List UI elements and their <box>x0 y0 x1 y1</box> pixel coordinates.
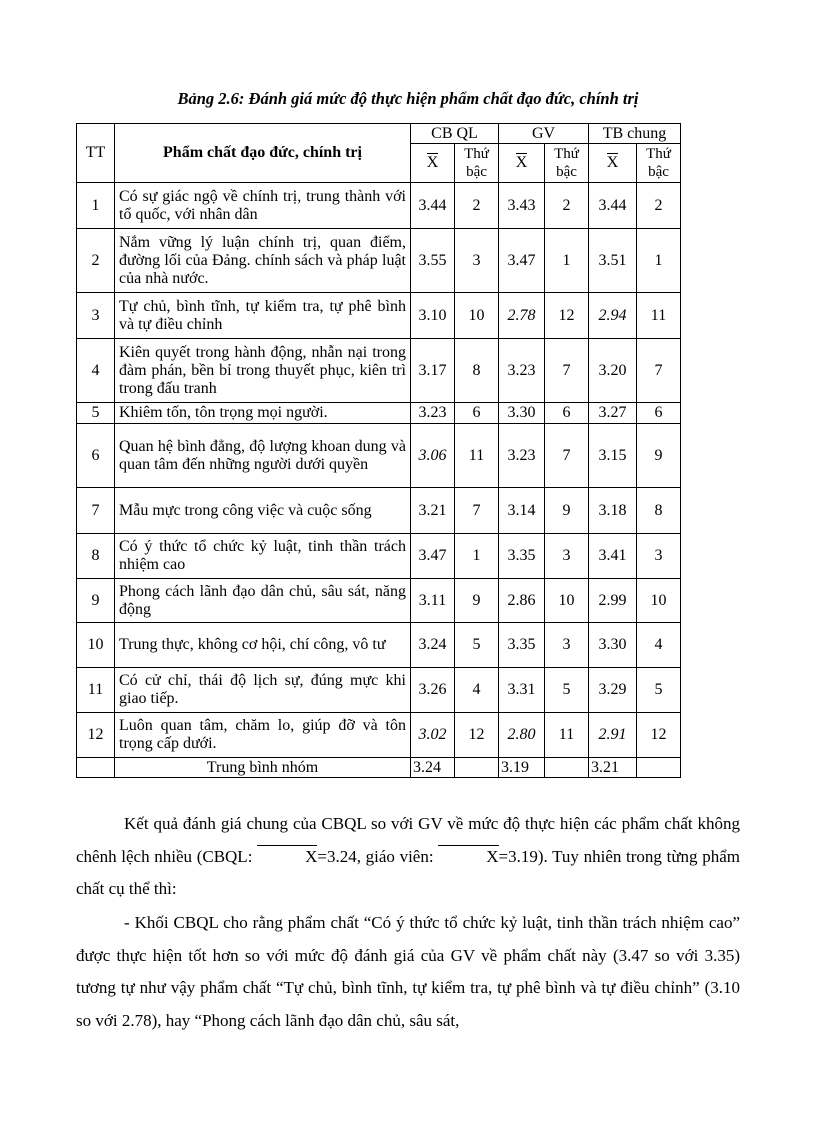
row-tt: 3 <box>77 293 115 339</box>
row-tb-rank: 6 <box>637 403 681 424</box>
summary-label: Trung bình nhóm <box>115 758 411 778</box>
row-cbql-rank: 11 <box>455 424 499 488</box>
header-quality: Phẩm chất đạo đức, chính trị <box>115 124 411 183</box>
row-gv-rank: 3 <box>545 534 589 579</box>
row-tb-rank: 3 <box>637 534 681 579</box>
row-gv-rank: 1 <box>545 229 589 293</box>
table-row <box>77 403 681 424</box>
row-cbql-rank: 1 <box>455 534 499 579</box>
row-tb-mean: 2.91 <box>589 713 637 758</box>
row-tt: 12 <box>77 713 115 758</box>
row-tt: 6 <box>77 424 115 488</box>
header-group-tb: TB chung <box>589 124 681 144</box>
row-cbql-mean: 3.44 <box>411 183 455 229</box>
row-tb-rank: 1 <box>637 229 681 293</box>
header-mean-tb: X <box>589 144 637 183</box>
row-tb-mean: 2.94 <box>589 293 637 339</box>
row-tt: 9 <box>77 579 115 623</box>
row-gv-rank: 3 <box>545 623 589 668</box>
row-tb-mean: 3.30 <box>589 623 637 668</box>
row-tb-mean: 3.15 <box>589 424 637 488</box>
row-quality: Mẫu mực trong công việc và cuộc sống <box>115 488 411 534</box>
row-gv-mean: 2.80 <box>499 713 545 758</box>
row-tt: 2 <box>77 229 115 293</box>
row-quality: Luôn quan tâm, chăm lo, giúp đỡ và tôn trọng cấp dưới. <box>115 713 411 758</box>
row-quality: Quan hệ bình đẳng, độ lượng khoan dung và quan tâm đến những người dưới quyền <box>115 424 411 488</box>
mean-symbol: X <box>438 841 498 874</box>
summary-empty-tb-rank <box>637 758 681 778</box>
row-gv-mean: 3.23 <box>499 424 545 488</box>
table-row <box>77 424 681 488</box>
table-row <box>77 183 681 229</box>
table-row <box>77 488 681 534</box>
row-gv-mean: 3.47 <box>499 229 545 293</box>
row-cbql-mean: 3.26 <box>411 668 455 713</box>
row-gv-mean: 3.23 <box>499 339 545 403</box>
row-cbql-mean: 3.10 <box>411 293 455 339</box>
table-row <box>77 293 681 339</box>
row-tb-mean: 3.20 <box>589 339 637 403</box>
header-mean-gv: X <box>499 144 545 183</box>
summary-cbql-mean: 3.24 <box>411 758 455 778</box>
table-row <box>77 339 681 403</box>
row-gv-rank: 10 <box>545 579 589 623</box>
row-tb-rank: 2 <box>637 183 681 229</box>
row-tt: 7 <box>77 488 115 534</box>
summary-empty-cbql-rank <box>455 758 499 778</box>
paragraph-detail: - Khối CBQL cho rằng phẩm chất “Có ý thức tổ chức kỷ luật, tinh thần trách nhiệm cao” được thực hiện tốt hơn so với mức độ đánh giá của GV về phẩm chất này (3.47 so với 3.35) tương tự như vậy phẩm chất “Tự chủ, bình tĩnh, tự kiểm tra, tự phê bình và tự điều chỉnh” (3.10 so với 2.78), hay “Phong cách lãnh đạo dân chủ, sâu sát, <box>76 913 740 1030</box>
summary-tb-mean: 3.21 <box>589 758 637 778</box>
row-gv-rank: 2 <box>545 183 589 229</box>
row-tb-rank: 7 <box>637 339 681 403</box>
row-cbql-rank: 12 <box>455 713 499 758</box>
table-row <box>77 579 681 623</box>
summary-row <box>77 758 681 778</box>
row-cbql-mean: 3.24 <box>411 623 455 668</box>
row-tb-mean: 3.51 <box>589 229 637 293</box>
row-tb-mean: 3.29 <box>589 668 637 713</box>
row-cbql-mean: 3.47 <box>411 534 455 579</box>
header-rank-tb: Thứ bậc <box>637 144 681 183</box>
row-gv-mean: 2.78 <box>499 293 545 339</box>
row-cbql-mean: 3.55 <box>411 229 455 293</box>
paragraph-summary: Kết quả đánh giá chung của CBQL so với GV về mức độ thực hiện các phẩm chất không chênh lệch nhiều (CBQL: X=3.24, giáo viên: X=3.19). Tuy nhiên trong từng phẩm chất cụ thể thì: <box>76 814 740 898</box>
summary-empty-tt <box>77 758 115 778</box>
row-cbql-rank: 3 <box>455 229 499 293</box>
row-tt: 4 <box>77 339 115 403</box>
table-row <box>77 713 681 758</box>
row-gv-rank: 6 <box>545 403 589 424</box>
table-row <box>77 623 681 668</box>
header-mean-cbql: X <box>411 144 455 183</box>
row-gv-rank: 7 <box>545 339 589 403</box>
header-rank-gv: Thứ bậc <box>545 144 589 183</box>
header-tt: TT <box>77 124 115 183</box>
row-gv-mean: 3.14 <box>499 488 545 534</box>
row-cbql-rank: 10 <box>455 293 499 339</box>
table-row <box>77 534 681 579</box>
row-tt: 1 <box>77 183 115 229</box>
table-caption: Bảng 2.6: Đánh giá mức độ thực hiện phẩm chất đạo đức, chính trị <box>177 89 639 108</box>
row-cbql-mean: 3.11 <box>411 579 455 623</box>
row-tt: 11 <box>77 668 115 713</box>
row-tb-rank: 10 <box>637 579 681 623</box>
row-tt: 8 <box>77 534 115 579</box>
row-quality: Kiên quyết trong hành động, nhẫn nại trong đàm phán, bền bỉ trong thuyết phục, kiên trì trong đấu tranh <box>115 339 411 403</box>
row-tb-rank: 11 <box>637 293 681 339</box>
row-tb-mean: 3.27 <box>589 403 637 424</box>
row-quality: Tự chủ, bình tĩnh, tự kiểm tra, tự phê bình và tự điều chỉnh <box>115 293 411 339</box>
row-tb-rank: 9 <box>637 424 681 488</box>
row-quality: Có ý thức tổ chức kỷ luật, tinh thần trách nhiệm cao <box>115 534 411 579</box>
row-tb-rank: 5 <box>637 668 681 713</box>
row-cbql-rank: 5 <box>455 623 499 668</box>
row-cbql-mean: 3.23 <box>411 403 455 424</box>
row-cbql-rank: 2 <box>455 183 499 229</box>
row-cbql-mean: 3.21 <box>411 488 455 534</box>
row-gv-mean: 3.30 <box>499 403 545 424</box>
row-tb-rank: 12 <box>637 713 681 758</box>
mean-symbol: X <box>257 841 317 874</box>
row-tt: 10 <box>77 623 115 668</box>
summary-gv-mean: 3.19 <box>499 758 545 778</box>
row-cbql-rank: 7 <box>455 488 499 534</box>
row-cbql-mean: 3.02 <box>411 713 455 758</box>
row-quality: Phong cách lãnh đạo dân chủ, sâu sát, năng động <box>115 579 411 623</box>
row-quality: Nắm vững lý luận chính trị, quan điểm, đường lối của Đảng. chính sách và pháp luật của nhà nước. <box>115 229 411 293</box>
row-quality: Khiêm tốn, tôn trọng mọi người. <box>115 403 411 424</box>
ethics-evaluation-table <box>76 123 681 778</box>
row-gv-rank: 11 <box>545 713 589 758</box>
row-cbql-rank: 9 <box>455 579 499 623</box>
header-rank-cbql: Thứ bậc <box>455 144 499 183</box>
row-tb-mean: 3.44 <box>589 183 637 229</box>
row-gv-mean: 3.43 <box>499 183 545 229</box>
row-cbql-rank: 6 <box>455 403 499 424</box>
row-gv-mean: 3.31 <box>499 668 545 713</box>
row-gv-rank: 7 <box>545 424 589 488</box>
row-quality: Có sự giác ngộ về chính trị, trung thành với tổ quốc, với nhân dân <box>115 183 411 229</box>
header-group-cbql: CB QL <box>411 124 499 144</box>
row-tb-rank: 4 <box>637 623 681 668</box>
row-tb-mean: 2.99 <box>589 579 637 623</box>
row-tt: 5 <box>77 403 115 424</box>
row-gv-rank: 5 <box>545 668 589 713</box>
row-tb-mean: 3.18 <box>589 488 637 534</box>
row-quality: Có cử chỉ, thái độ lịch sự, đúng mực khi giao tiếp. <box>115 668 411 713</box>
row-tb-rank: 8 <box>637 488 681 534</box>
row-gv-mean: 2.86 <box>499 579 545 623</box>
summary-empty-gv-rank <box>545 758 589 778</box>
row-cbql-mean: 3.06 <box>411 424 455 488</box>
row-gv-mean: 3.35 <box>499 534 545 579</box>
table-row <box>77 668 681 713</box>
row-quality: Trung thực, không cơ hội, chí công, vô tư <box>115 623 411 668</box>
row-cbql-rank: 4 <box>455 668 499 713</box>
row-gv-rank: 12 <box>545 293 589 339</box>
row-cbql-rank: 8 <box>455 339 499 403</box>
table-row <box>77 229 681 293</box>
header-group-gv: GV <box>499 124 589 144</box>
row-cbql-mean: 3.17 <box>411 339 455 403</box>
row-gv-rank: 9 <box>545 488 589 534</box>
row-tb-mean: 3.41 <box>589 534 637 579</box>
row-gv-mean: 3.35 <box>499 623 545 668</box>
